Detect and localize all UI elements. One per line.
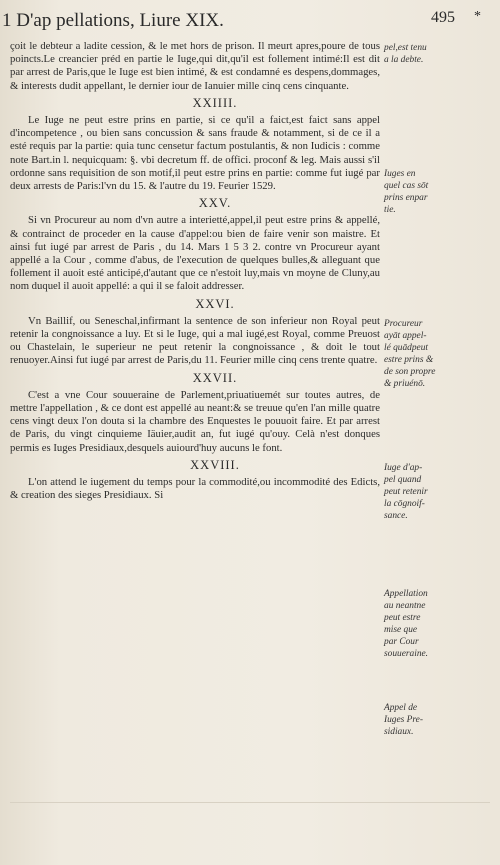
margin-note-line: souueraine. xyxy=(384,649,429,659)
margin-note-line: Appellation xyxy=(384,589,428,599)
page-bottom-rule xyxy=(10,802,490,803)
margin-note-line: pel quand xyxy=(384,475,422,485)
margin-note xyxy=(384,318,496,390)
section-heading: XXVI. xyxy=(195,296,235,311)
margin-note-line: quel cas sōt xyxy=(384,181,429,191)
paragraph: C'est a vne Cour souueraine de Parlement,priuatiuemét sur toutes autres, de mettre l'appellation , & ce dont est appellé au neant:& se treuue qu'en l'an mille quatre cens vingt deux l'on douta si la chambre des Enquestes le pouuoit faire. Et par arrest de Paris, du vingt cinquieme Iäuier,audit an, fut iugé qu'ouy. Celà n'est donques permis es Iuges Presidiaux,desquels auiourd'huy aucuns le font. xyxy=(10,388,380,454)
margin-note-line: au neantne xyxy=(384,601,426,611)
margin-note-line: par Cour xyxy=(384,637,419,647)
margin-note-line: la cōgnoif- xyxy=(384,499,425,509)
section-heading: XXV. xyxy=(198,196,232,211)
paragraph: Si vn Procureur au nom d'vn autre a interietté,appel,il peut estre prins & appellé, & contrainct de proceder en la cause d'appel:ou bien de faire venir son maistre. Et ainsi fut iugé par arrest de Paris , du 14. Mars 1 5 3 2. contre vn Procureur ayant appellé a la Cour , comme d'abus, de l'execution de quelques bulles,& alleguant que follement il auoit esté anticipé,d'autant que ce n'estoit luy,mais vn moyne de Cluny,au nom duquel il auoit appellé: a qui il se faloit addresser. xyxy=(10,214,380,293)
margin-note-line: prins enpar xyxy=(384,193,428,203)
margin-note-line: Iuges en xyxy=(384,169,416,179)
section-heading: XXVII. xyxy=(192,370,238,385)
margin-note-line: Iuges Pre- xyxy=(384,715,423,725)
margin-note-line: Iuge d'ap- xyxy=(384,463,423,473)
margin-note-line: mise que xyxy=(384,625,418,635)
margin-note-line: lé quādpeut xyxy=(384,343,429,353)
margin-note-line: Procureur xyxy=(384,319,423,329)
margin-note-line: de son propre xyxy=(384,367,436,377)
margin-note-line: a la debte. xyxy=(384,55,424,65)
page-number: 495 xyxy=(431,9,455,26)
margin-note xyxy=(384,588,496,660)
margin-note-line: & priuénō. xyxy=(384,379,426,389)
margin-note-line: sidiaux. xyxy=(384,727,414,737)
paragraph: çoit le debteur a ladite cession, & le met hors de prison. Il meurt apres,poure de tous poincts.Le creancier préd en partie le Iuge,qui dit,qu'il est follement intimé:Il est dit par arrest de Paris,que le Iuge est bien intimé, & est condamné es despens,dommages, & interests dudit appellant, le dernier iour de Ianuier mille cinq cens cinquante. xyxy=(10,40,380,92)
margin-note-line: pel,est tenu xyxy=(384,43,427,53)
paragraph: L'on attend le iugement du temps pour la commodité,ou incommodité des Edicts, & creation des sieges Presidiaux. Si xyxy=(10,476,380,502)
margin-note-line: sance. xyxy=(384,511,408,521)
margin-note-line: Appel de xyxy=(384,703,418,713)
margin-note xyxy=(384,462,496,522)
paragraph: Vn Baillif, ou Seneschal,infirmant la sentence de son inferieur non Royal peut retenir la congnoissance a luy. Et si le Iuge, qui a mal iugé,est Royal, comme Preuost ou Chastelain, le superieur ne peut retenir la congnoissance , & doit le tout renuoyer.Ainsi fut iugé par arrest de Paris,du 11. Feurier mille cinq cens trente quatre. xyxy=(10,314,380,367)
margin-note-line: ayāt appel- xyxy=(384,331,427,341)
margin-note xyxy=(384,168,496,216)
paragraph: Le Iuge ne peut estre prins en partie, si ce qu'il a faict,est faict sans appel d'incompetence , ou bien sans concussion & sans fraude & notamment, si de ce il a esté requis par la partie: quia tunc censetur factum postulantis, & non Iudicis : comme note Bart.in l. nequicquam: §. vbi decretum ff. de offici. proconf & leg. Mais aussi s'il ordonne sans requisition de son motif,il peut estre prins en partie: comme fut iugé par deux arrests de Paris:l'vn du 15. & l'autre du 19. Feurier 1529. xyxy=(10,114,380,193)
section-heading: XXVIII. xyxy=(190,457,240,472)
margin-note-line: peut retenir xyxy=(384,487,428,497)
margin-note xyxy=(384,42,496,66)
margin-note xyxy=(384,702,496,738)
body-text xyxy=(10,40,380,503)
running-header xyxy=(0,6,500,34)
header-mark: * xyxy=(474,9,481,24)
margin-note-line: estre prins & xyxy=(384,355,434,365)
margin-note-line: peut estre xyxy=(384,613,421,623)
margin-note-line: tie. xyxy=(384,205,396,215)
header-title: 1 D'ap pellations, Liure XIX. xyxy=(2,10,224,31)
section-heading: XXIIII. xyxy=(192,95,238,110)
